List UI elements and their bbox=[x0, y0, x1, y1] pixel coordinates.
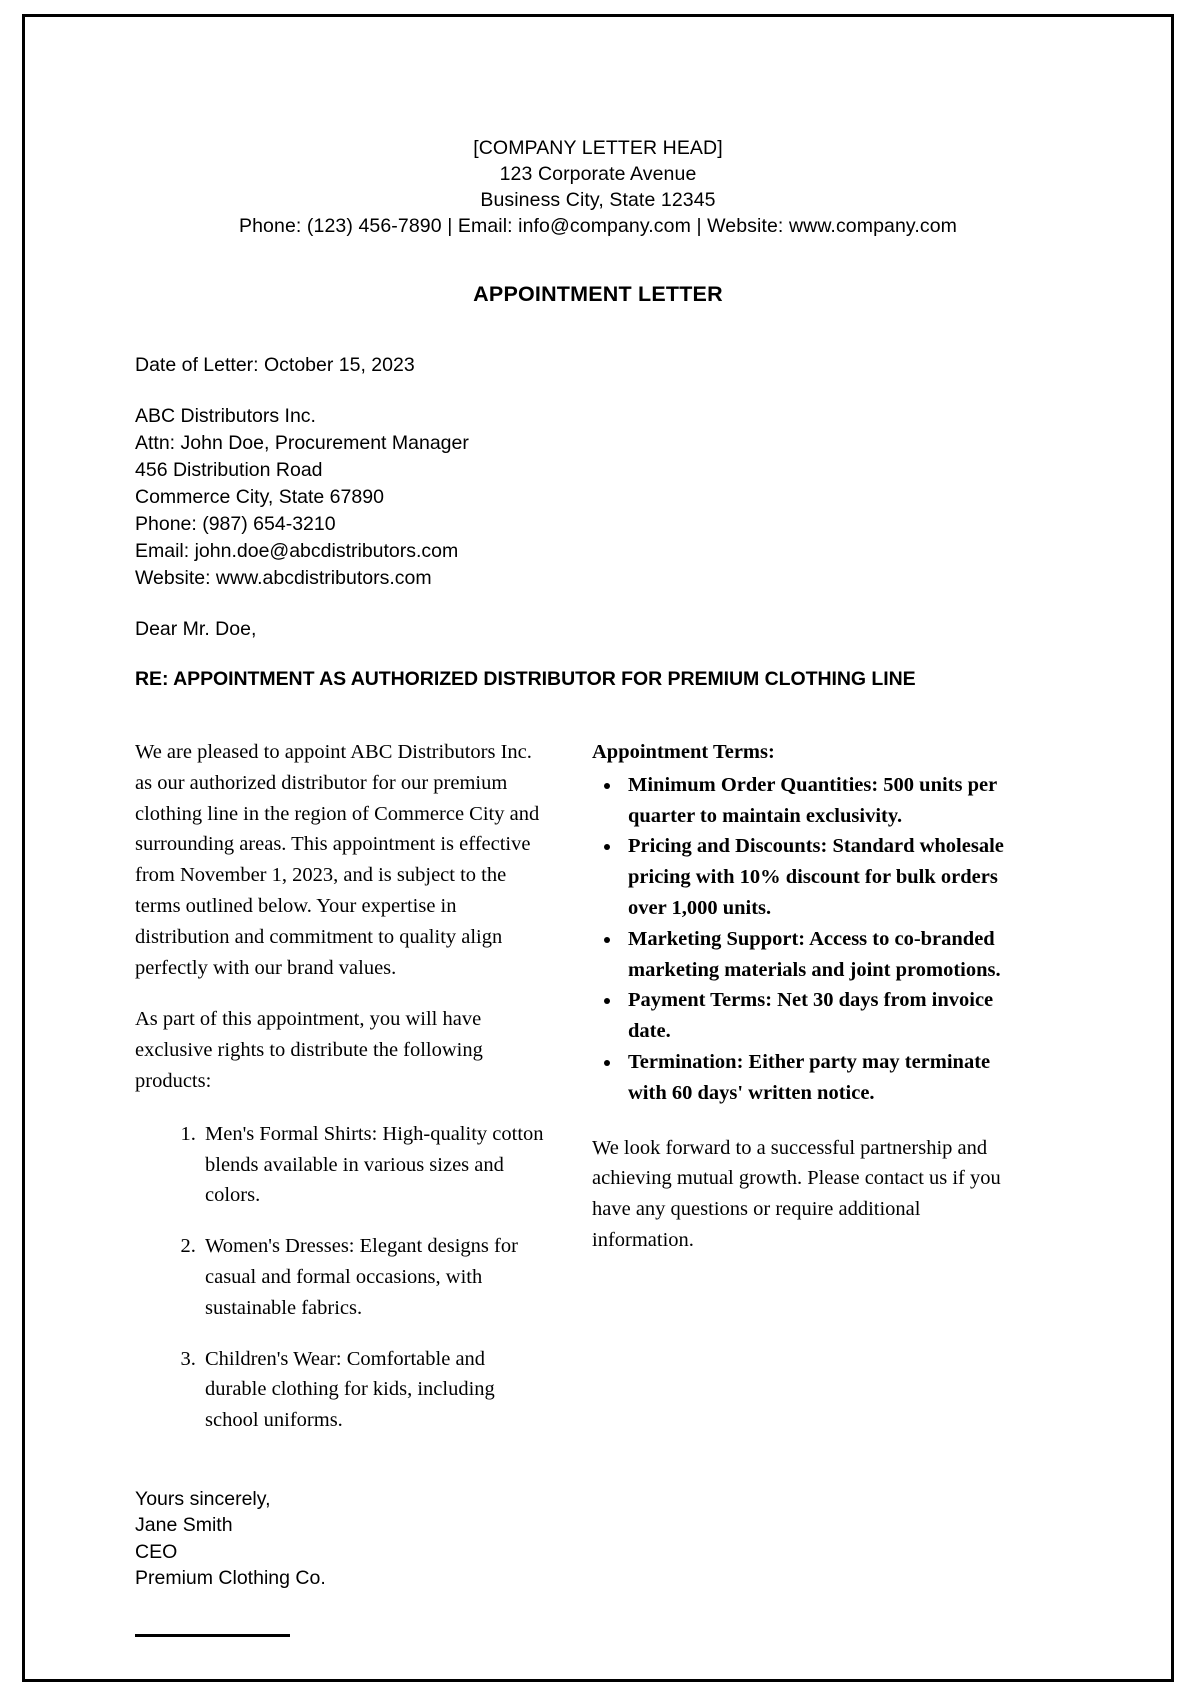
signature-block bbox=[135, 1486, 1091, 1592]
right-column bbox=[592, 737, 1007, 1456]
appointment-terms-heading: Appointment Terms: bbox=[592, 741, 775, 763]
letter-body bbox=[25, 354, 1171, 1637]
letterhead bbox=[25, 135, 1171, 239]
list-item: 2. Women's Dresses: Elegant designs for casual and formal occasions, with sustainable fabrics. bbox=[201, 1231, 550, 1323]
paragraph-appointment-intro: We are pleased to appoint ABC Distributors Inc. as our authorized distributor for our premium clothing line in the region of Commerce City and surrounding areas. This appointment is effective from November 1, 2023, and is subject to the terms outlined below. Your expertise in distribution and commitment to quality align perfectly with our brand values. bbox=[135, 741, 540, 979]
recipient-company: ABC Distributors Inc. bbox=[135, 405, 316, 427]
signature-name: Jane Smith bbox=[135, 1514, 233, 1537]
letter-page bbox=[22, 14, 1174, 1682]
salutation: Dear Mr. Doe, bbox=[135, 618, 257, 640]
letter-content bbox=[25, 17, 1171, 1679]
letterhead-street: 123 Corporate Avenue bbox=[499, 163, 697, 185]
letterhead-contact: Phone: (123) 456-7890 | Email: info@company.com | Website: www.company.com bbox=[239, 215, 957, 237]
signature-rule bbox=[135, 1634, 290, 1637]
letterhead-company: [COMPANY LETTER HEAD] bbox=[473, 137, 723, 159]
list-item: 3. Children's Wear: Comfortable and durable clothing for kids, including school uniforms. bbox=[201, 1344, 550, 1436]
recipient-city-state-zip: Commerce City, State 67890 bbox=[135, 486, 384, 508]
paragraph-exclusive-rights: As part of this appointment, you will have exclusive rights to distribute the following products: bbox=[135, 1008, 483, 1092]
signature-closing: Yours sincerely, bbox=[135, 1487, 271, 1510]
list-item: • Pricing and Discounts: Standard wholesale pricing with 10% discount for bulk orders over 1,000 units. bbox=[622, 831, 1007, 923]
product-list bbox=[135, 1119, 550, 1436]
list-item: 1. Men's Formal Shirts: High-quality cotton blends available in various sizes and colors. bbox=[201, 1119, 550, 1211]
recipient-website: Website: www.abcdistributors.com bbox=[135, 567, 432, 589]
left-column bbox=[135, 737, 550, 1456]
appointment-terms-list bbox=[592, 770, 1007, 1109]
recipient-phone: Phone: (987) 654-3210 bbox=[135, 513, 336, 535]
recipient-email: Email: john.doe@abcdistributors.com bbox=[135, 540, 459, 562]
recipient-address-block bbox=[135, 403, 1091, 592]
paragraph-closing-remarks: We look forward to a successful partnership and achieving mutual growth. Please contact us if you have any questions or require additional information. bbox=[592, 1136, 1001, 1251]
date-line: Date of Letter: October 15, 2023 bbox=[135, 354, 415, 376]
list-item: • Termination: Either party may terminate with 60 days' written notice. bbox=[622, 1047, 1007, 1109]
signature-title: CEO bbox=[135, 1540, 178, 1563]
page-title: APPOINTMENT LETTER bbox=[473, 282, 723, 306]
list-item: • Marketing Support: Access to co-branded marketing materials and joint promotions. bbox=[622, 924, 1007, 986]
recipient-attention: Attn: John Doe, Procurement Manager bbox=[135, 432, 469, 454]
subject-line: RE: APPOINTMENT AS AUTHORIZED DISTRIBUTOR FOR PREMIUM CLOTHING LINE bbox=[135, 668, 916, 690]
letterhead-city-state-zip: Business City, State 12345 bbox=[480, 189, 716, 211]
signature-company: Premium Clothing Co. bbox=[135, 1567, 326, 1590]
list-item: • Payment Terms: Net 30 days from invoice date. bbox=[622, 985, 1007, 1047]
recipient-street: 456 Distribution Road bbox=[135, 459, 323, 481]
list-item: • Minimum Order Quantities: 500 units per quarter to maintain exclusivity. bbox=[622, 770, 1007, 832]
two-column-body bbox=[135, 737, 1091, 1456]
